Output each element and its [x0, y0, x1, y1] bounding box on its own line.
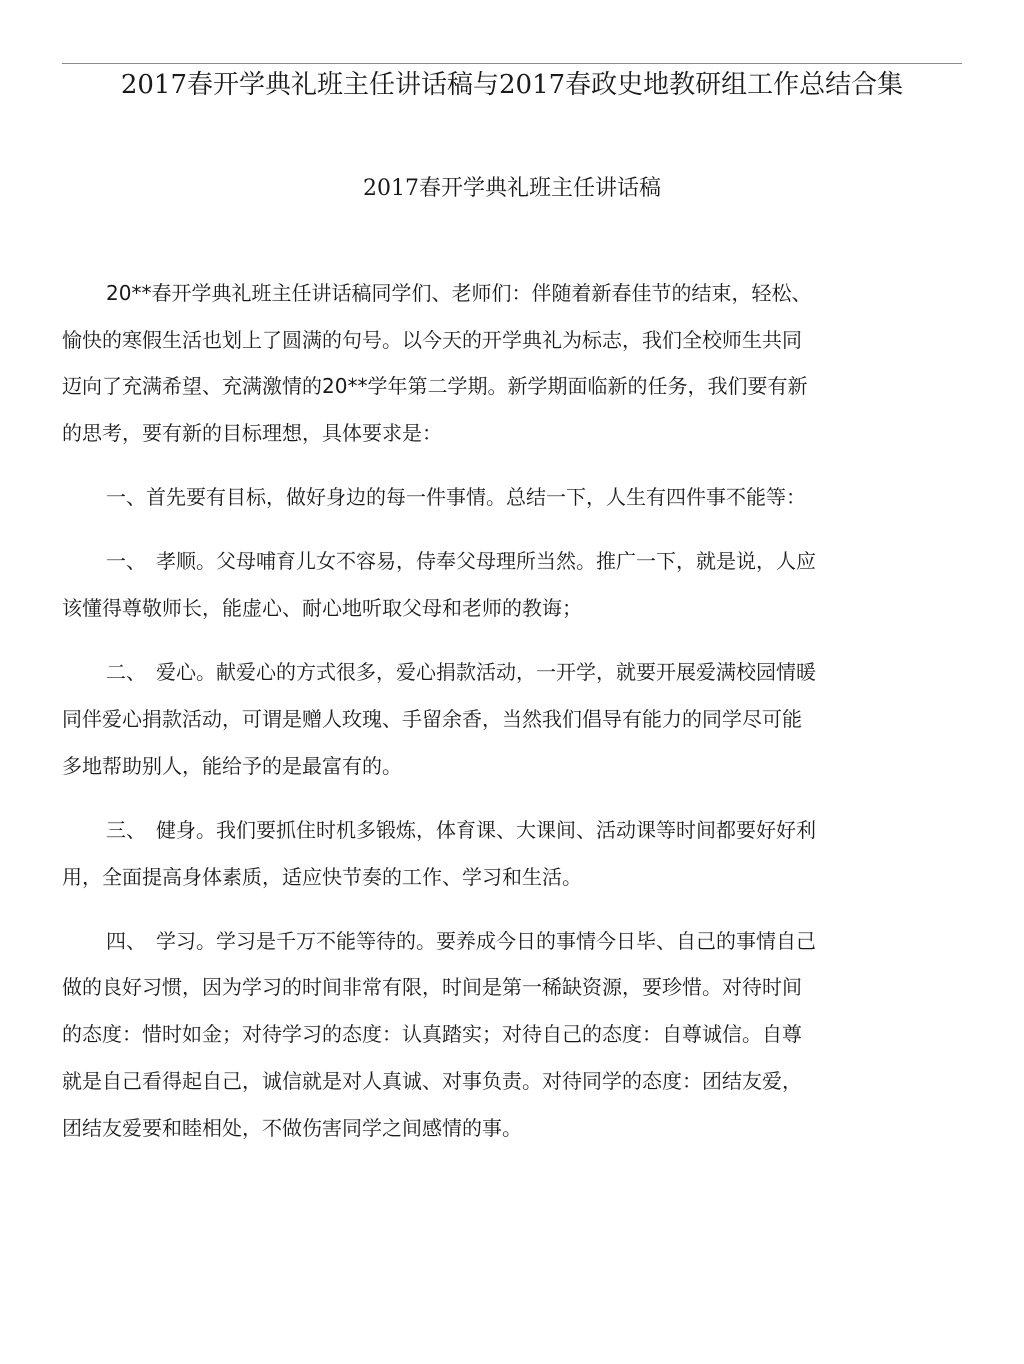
- paragraph: [62, 538, 962, 631]
- paragraph-line: 该懂得尊敬师长，能虚心、耐心地听取父母和老师的教诲；: [62, 596, 582, 621]
- paragraph-line: 一、首先要有目标，做好身边的每一件事情。总结一下，人生有四件事不能等：: [106, 485, 806, 510]
- paragraph: [62, 807, 962, 900]
- paragraph: [62, 649, 962, 789]
- paragraph-line: 的态度：惜时如金；对待学习的态度：认真踏实；对待自己的态度：自尊诚信。自尊: [62, 1022, 802, 1047]
- paragraph: [62, 270, 962, 457]
- paragraph-line: 迈向了充满希望、充满激情的20**学年第二学期。新学期面临新的任务，我们要有新: [62, 374, 808, 399]
- paragraph-line: 三、 健身。我们要抓住时机多锻炼，体育课、大课间、活动课等时间都要好好利: [106, 817, 816, 842]
- paragraph-line: 四、 学习。学习是千万不能等待的。要养成今日的事情今日毕、自己的事情自己: [106, 928, 816, 953]
- paragraph-line: 愉快的寒假生活也划上了圆满的句号。以今天的开学典礼为标志，我们全校师生共同: [62, 327, 802, 352]
- paragraph-line: 一、 孝顺。父母哺育儿女不容易，侍奉父母理所当然。推广一下，就是说，人应: [106, 549, 816, 574]
- paragraph: [62, 918, 962, 1151]
- paragraph-line: 同伴爱心捐款活动，可谓是赠人玫瑰、手留余香，当然我们倡导有能力的同学尽可能: [62, 707, 802, 731]
- paragraph-line: 多地帮助别人，能给予的是最富有的。: [62, 753, 402, 778]
- section-title: 2017春开学典礼班主任讲话稿: [363, 176, 661, 201]
- document-title: 2017春开学典礼班主任讲话稿与2017春政史地教研组工作总结合集: [120, 70, 904, 100]
- paragraph-line: 20**春开学典礼班主任讲话稿同学们、老师们：伴随着新春佳节的结束，轻松、: [106, 281, 812, 305]
- header-rule: [62, 63, 962, 64]
- paragraph-line: 用，全面提高身体素质，适应快节奏的工作、学习和生活。: [62, 864, 582, 889]
- paragraph-line: 的思考，要有新的目标理想，具体要求是：: [62, 421, 442, 446]
- document-body: [62, 270, 962, 1169]
- paragraph: [62, 474, 962, 521]
- paragraph-line: 二、 爱心。献爱心的方式很多，爱心捐款活动，一开学，就要开展爱满校园情暖: [106, 660, 816, 685]
- paragraph-line: 就是自己看得起自己，诚信就是对人真诚、对事负责。对待同学的态度：团结友爱，: [62, 1068, 802, 1093]
- paragraph-line: 团结友爱要和睦相处，不做伤害同学之间感情的事。: [62, 1115, 522, 1140]
- paragraph-line: 做的良好习惯，因为学习的时间非常有限，时间是第一稀缺资源，要珍惜。对待时间: [62, 975, 802, 1000]
